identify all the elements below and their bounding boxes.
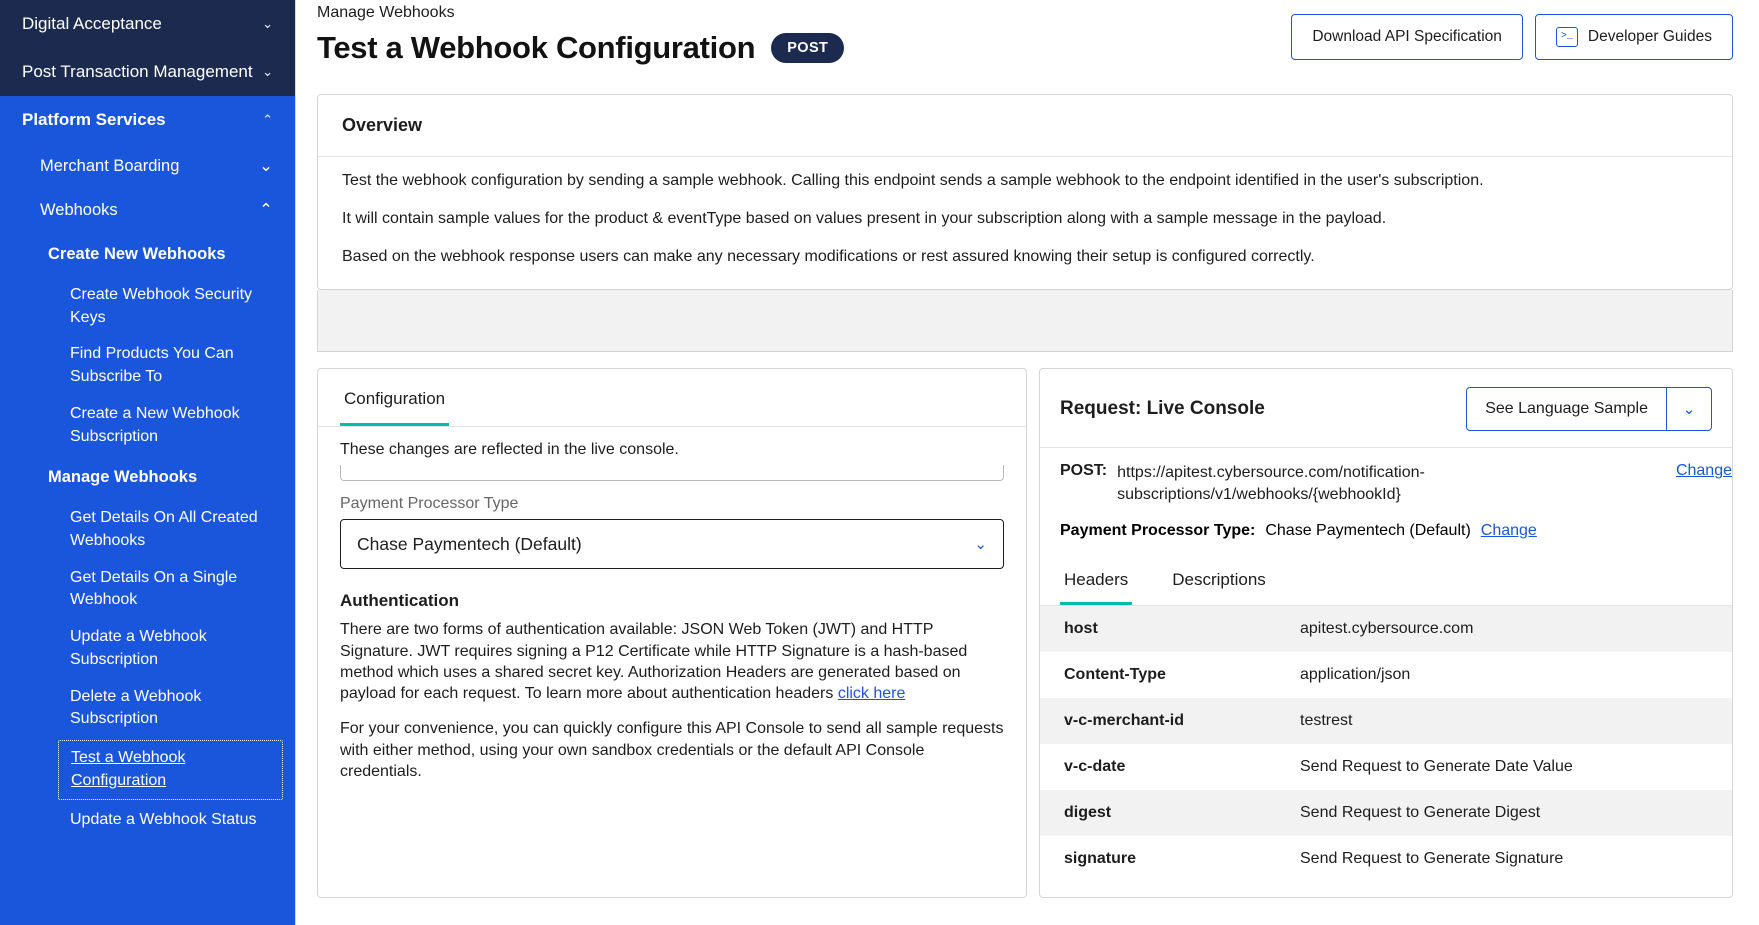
overview-paragraph: It will contain sample values for the product & eventType based on values present in your subscription along with a sample message in the payload. <box>342 209 1387 227</box>
header-value: testrest <box>1300 711 1353 729</box>
header-value: Send Request to Generate Signature <box>1300 849 1564 867</box>
configuration-note: These changes are reflected in the live console. <box>340 441 679 459</box>
header-key: host <box>1064 619 1098 637</box>
request-tabbar <box>1040 556 1732 606</box>
vertical-scrollbar[interactable] <box>1753 0 1759 925</box>
sidebar-item-find-products[interactable]: Find Products You Can Subscribe To <box>70 345 234 386</box>
developer-guides-button[interactable] <box>1535 14 1733 60</box>
sidebar-item-test-webhook-configuration[interactable] <box>58 740 283 799</box>
sidebar-item-label: Webhooks <box>40 200 118 219</box>
status-badge-method: POST <box>771 33 844 63</box>
developer-guides-label: Developer Guides <box>1587 28 1712 45</box>
configuration-panel <box>317 368 1027 898</box>
request-processor-key: Payment Processor Type: <box>1060 521 1256 539</box>
clipped-field-above <box>340 465 1004 481</box>
tab-configuration[interactable]: Configuration <box>340 369 449 426</box>
language-sample-label: See Language Sample <box>1485 400 1648 418</box>
overview-paragraph: Test the webhook configuration by sending a sample webhook. Calling this endpoint sends a sample webhook to the endpoint identified in the user's subscription. <box>342 172 1484 189</box>
table-row <box>1040 698 1732 744</box>
sidebar-item-label: Test a Webhook Configuration <box>71 749 186 789</box>
table-row <box>1040 606 1732 652</box>
payment-processor-type-select[interactable] <box>340 519 1004 569</box>
chevron-up-icon: ⌃ <box>262 112 273 127</box>
terminal-icon: >_ <box>1556 27 1578 47</box>
header-key: v-c-date <box>1064 757 1126 775</box>
change-processor-link[interactable]: Change <box>1480 521 1537 539</box>
sidebar-item-label: Merchant Boarding <box>40 156 180 175</box>
header-value: Send Request to Generate Date Value <box>1300 757 1573 775</box>
overview-heading: Overview <box>318 95 1732 157</box>
table-row <box>1040 652 1732 698</box>
configuration-tabbar <box>318 369 1026 427</box>
breadcrumb: Manage Webhooks <box>317 4 455 21</box>
authentication-paragraph-1 <box>318 619 1026 718</box>
request-url-block <box>1040 448 1732 515</box>
sidebar-item-get-details-single[interactable]: Get Details On a Single Webhook <box>70 568 238 609</box>
overview-body <box>318 157 1732 289</box>
table-row <box>1040 790 1732 836</box>
overview-footer-strip <box>317 290 1733 352</box>
main-content <box>295 0 1759 925</box>
table-row <box>1040 744 1732 790</box>
click-here-link[interactable]: click here <box>837 685 906 703</box>
sidebar-item-label: Post Transaction Management <box>22 62 253 81</box>
request-method-label: POST: <box>1060 462 1108 480</box>
sidebar-item-update-webhook-status[interactable]: Update a Webhook Status <box>70 810 257 828</box>
request-console-header <box>1040 369 1732 448</box>
tab-descriptions[interactable]: Descriptions <box>1172 569 1266 589</box>
sidebar-item-platform-services[interactable] <box>0 96 295 144</box>
console-columns <box>317 368 1733 898</box>
sidebar-item-get-details-all[interactable]: Get Details On All Created Webhooks <box>70 509 258 550</box>
request-processor-line <box>1040 516 1732 556</box>
sidebar-item-post-transaction-management[interactable] <box>0 48 295 96</box>
authentication-paragraph-2: For your convenience, you can quickly configure this API Console to send all sample requests with either method, using your own sandbox credentials or the default API Console credentials. <box>340 720 1004 780</box>
sidebar-item-label: Digital Acceptance <box>22 14 162 33</box>
chevron-down-icon: ⌄ <box>974 536 987 554</box>
request-live-console-panel <box>1039 368 1733 898</box>
request-console-title: Request: Live Console <box>1060 398 1265 420</box>
header-key: Content-Type <box>1064 665 1166 683</box>
sidebar <box>0 0 295 925</box>
chevron-down-icon: ⌄ <box>262 64 273 79</box>
request-url-line <box>1060 462 1712 505</box>
sidebar-item-digital-acceptance[interactable] <box>0 0 295 48</box>
page-title: Test a Webhook Configuration <box>317 30 756 65</box>
chevron-down-icon: ⌄ <box>1682 401 1696 419</box>
header-value: apitest.cybersource.com <box>1300 619 1474 637</box>
chevron-up-icon: ⌃ <box>259 201 273 219</box>
sidebar-item-merchant-boarding[interactable] <box>0 144 295 188</box>
sidebar-item-label: Platform Services <box>22 110 166 129</box>
chevron-down-icon: ⌄ <box>259 157 273 175</box>
see-language-sample-select[interactable] <box>1466 387 1712 431</box>
payment-processor-type-value: Chase Paymentech (Default) <box>357 533 582 554</box>
download-api-specification-button[interactable] <box>1291 14 1523 60</box>
payment-processor-type-label: Payment Processor Type <box>340 495 519 513</box>
sidebar-group-manage-webhooks[interactable]: Manage Webhooks <box>48 468 198 487</box>
sidebar-item-delete-subscription[interactable]: Delete a Webhook Subscription <box>70 687 202 728</box>
chevron-down-icon: ⌄ <box>262 16 273 31</box>
header-actions <box>1291 14 1733 60</box>
header-value: application/json <box>1300 665 1411 683</box>
tab-headers[interactable]: Headers <box>1060 556 1132 605</box>
table-row <box>1040 836 1732 882</box>
sidebar-group-create-new-webhooks[interactable]: Create New Webhooks <box>48 245 226 263</box>
overview-paragraph: Based on the webhook response users can make any necessary modifications or rest assured knowing their setup is configured correctly. <box>342 247 1315 265</box>
header-key: signature <box>1064 849 1137 867</box>
sidebar-item-webhooks[interactable] <box>0 188 295 232</box>
sidebar-item-create-webhook-security-keys[interactable]: Create Webhook Security Keys <box>70 286 253 326</box>
authentication-heading: Authentication <box>340 591 459 611</box>
change-url-link[interactable]: Change <box>1675 462 1732 480</box>
sidebar-item-update-subscription[interactable]: Update a Webhook Subscription <box>70 628 207 668</box>
request-processor-value: Chase Paymentech (Default) <box>1265 521 1471 539</box>
sidebar-item-create-new-subscription[interactable]: Create a New Webhook Subscription <box>70 404 240 445</box>
header-value: Send Request to Generate Digest <box>1300 803 1541 821</box>
header-key: digest <box>1064 803 1112 821</box>
overview-card <box>317 94 1733 290</box>
download-button-label: Download API Specification <box>1312 28 1502 45</box>
authentication-text: There are two forms of authentication available: JSON Web Token (JWT) and HTTP Signature. JWT requires signing a P12 Certificate while HTTP Signature is a hash-based method which uses a shared secret key. Authorization Headers are generated based on payload for each request. To learn more about authentication headers <box>340 621 968 703</box>
page-header <box>295 0 1759 86</box>
request-url-value: https://apitest.cybersource.com/notification-subscriptions/v1/webhooks/{webhookId} <box>1117 464 1425 503</box>
sidebar-divider <box>295 0 296 925</box>
header-key: v-c-merchant-id <box>1064 711 1185 729</box>
